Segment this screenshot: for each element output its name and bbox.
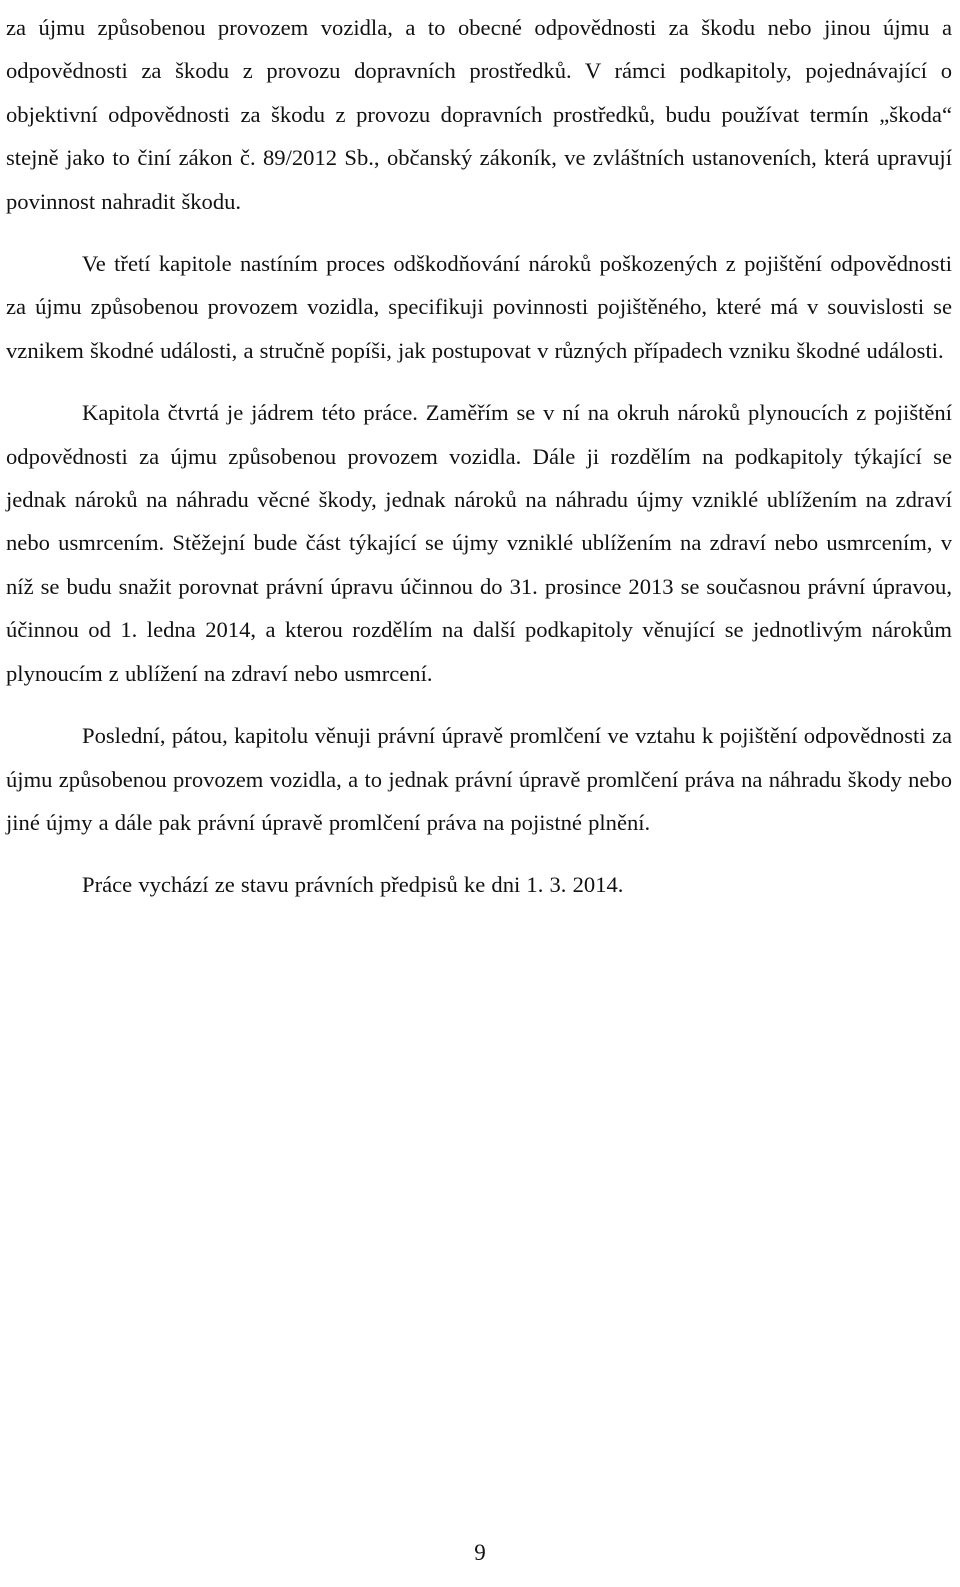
body-text [6, 6, 952, 907]
paragraph-fifth-chapter: Poslední, pátou, kapitolu věnuji právní úpravě promlčení ve vztahu k pojištění odpovědnosti za újmu způsobenou provozem vozidla, a to jednak právní úpravě promlčení práva na náhradu škody nebo jiné újmy a dále pak právní úpravě promlčení práva na pojistné plnění. [6, 723, 952, 835]
paragraph-fourth-chapter: Kapitola čtvrtá je jádrem této práce. Zaměřím se v ní na okruh nároků plynoucích z pojištění odpovědnosti za újmu způsobenou provozem vozidla. Dále ji rozdělím na podkapitoly týkající se jednak nároků na náhradu věcné škody, jednak nároků na náhradu újmy vzniklé ublížením na zdraví nebo usmrcením. Stěžejní bude část týkající se újmy vzniklé ublížením na zdraví nebo usmrcením, v níž se budu snažit porovnat právní úpravu účinnou do 31. prosince 2013 se současnou právní úpravou, účinnou od 1. ledna 2014, a kterou rozdělím na další podkapitoly věnující se jednotlivým nárokům plynoucím z ublížení na zdraví nebo usmrcení. [6, 400, 952, 686]
page-number: 9 [474, 1540, 486, 1565]
paragraph-third-chapter: Ve třetí kapitole nastíním proces odškodňování nároků poškozených z pojištění odpovědnosti za újmu způsobenou provozem vozidla, specifikuji povinnosti pojištěného, které má v souvislosti se vznikem škodné události, a stručně popíši, jak postupovat v různých případech vzniku škodné události. [6, 251, 952, 363]
paragraph-legal-status-date: Práce vychází ze stavu právních předpisů ke dni 1. 3. 2014. [82, 872, 624, 898]
paragraph-continuation: za újmu způsobenou provozem vozidla, a to obecné odpovědnosti za škodu nebo jinou újmu a odpovědnosti za škodu z provozu dopravních prostředků. V rámci podkapitoly, pojednávající o objektivní odpovědnosti za škodu z provozu dopravních prostředků, budu používat termín „škoda“ stejně jako to činí zákon č. 89/2012 Sb., občanský zákoník, ve zvláštních ustanoveních, která upravují povinnost nahradit škodu. [6, 15, 952, 214]
